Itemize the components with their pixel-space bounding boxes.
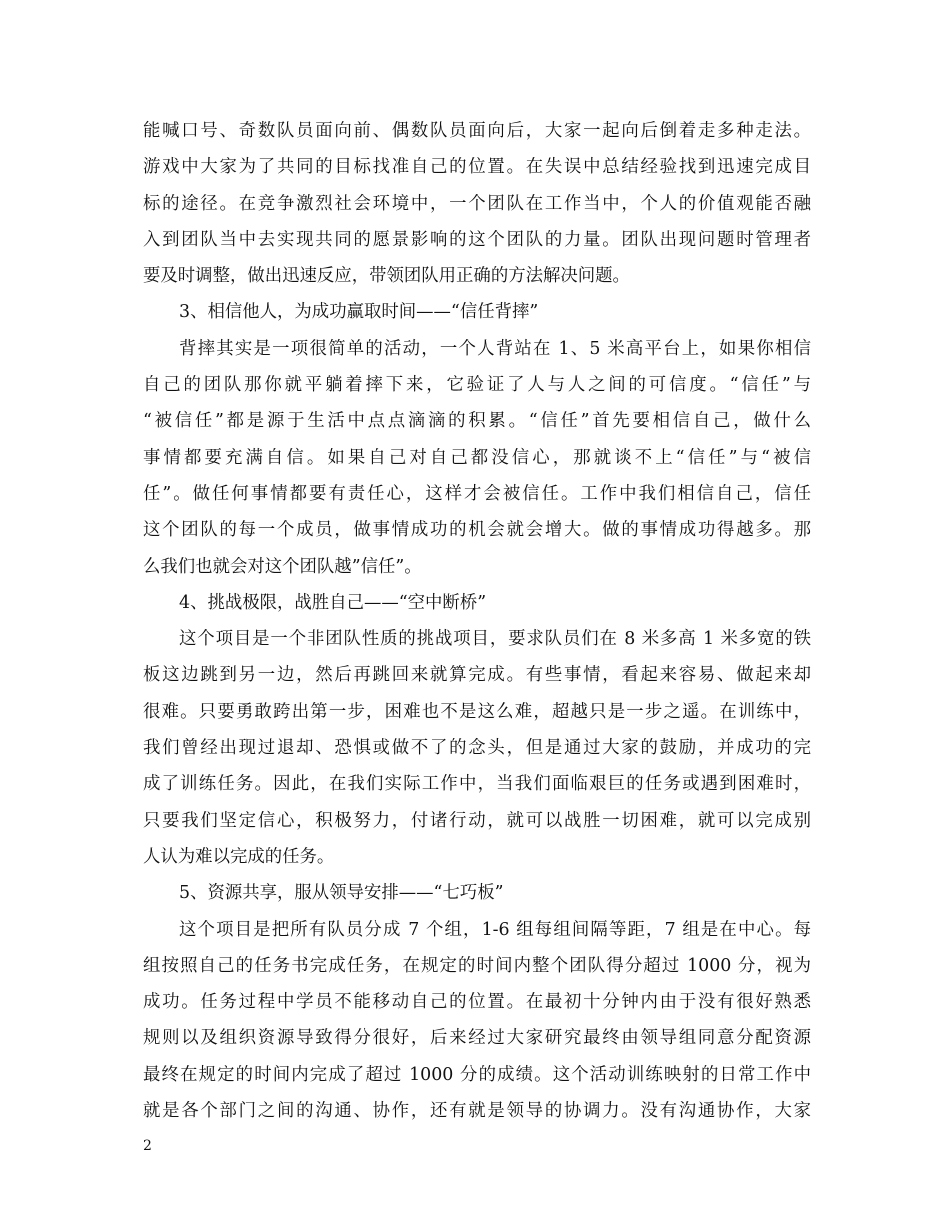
paragraph-line: 么我们也就会对这个团队越”信任”。	[143, 556, 422, 577]
paragraph-line: 成功。任务过程中学员不能移动自己的位置。在最初十分钟内由于没有很好熟悉	[143, 992, 811, 1013]
paragraph-line-indented: 3、相信他人，为成功赢取时间——“信任背摔”	[179, 302, 539, 323]
page-number: 2	[143, 1138, 152, 1154]
paragraph-line: 就是各个部门之间的沟通、协作，还有就是领导的协调力。没有沟通协作，大家	[143, 1101, 811, 1122]
paragraph-line-indented: 4、挑战极限，战胜自己——“空中断桥”	[179, 592, 487, 613]
paragraph-line: 这个团队的每一个成员，做事情成功的机会就会增大。做的事情成功得越多。那	[143, 520, 811, 541]
paragraph-line: 要及时调整，做出迅速反应，带领团队用正确的方法解决问题。	[143, 266, 630, 287]
paragraph-line-indented: 背摔其实是一项很简单的活动，一个人背站在 1、5 米高平台上，如果你相信	[179, 338, 811, 359]
paragraph-line: 任”。做任何事情都要有责任心，这样才会被信任。工作中我们相信自己，信任	[143, 483, 811, 504]
paragraph-line: 标的途径。在竞争激烈社会环境中，一个团队在工作当中，个人的价值观能否融	[143, 193, 811, 214]
paragraph-line-indented: 这个项目是把所有队员分成 7 个组，1-6 组每组间隔等距，7 组是在中心。每	[179, 919, 811, 940]
paragraph-line: 最终在规定的时间内完成了超过 1000 分的成绩。这个活动训练映射的日常工作中	[143, 1064, 811, 1085]
paragraph-line: 自己的团队那你就平躺着摔下来，它验证了人与人之间的可信度。“信任”与	[143, 375, 811, 396]
paragraph-line: 事情都要充满自信。如果自己对自己都没信心，那就谈不上“信任”与“被信	[143, 447, 811, 468]
paragraph-line: 我们曾经出现过退却、恐惧或做不了的念头，但是通过大家的鼓励，并成功的完	[143, 738, 811, 759]
paragraph-line: 人认为难以完成的任务。	[143, 846, 335, 867]
paragraph-line: 游戏中大家为了共同的目标找准自己的位置。在失误中总结经验找到迅速完成目	[143, 157, 811, 178]
paragraph-line-indented: 这个项目是一个非团队性质的挑战项目，要求队员们在 8 米多高 1 米多宽的铁	[179, 629, 811, 650]
paragraph-line-indented: 5、资源共享，服从领导安排——“七巧板”	[179, 883, 504, 904]
paragraph-line: 规则以及组织资源导致得分很好，后来经过大家研究最终由领导组同意分配资源	[143, 1028, 811, 1049]
paragraph-line: 入到团队当中去实现共同的愿景影响的这个团队的力量。团队出现问题时管理者	[143, 229, 811, 250]
paragraph-line: 只要我们坚定信心，积极努力，付诸行动，就可以战胜一切困难，就可以完成别	[143, 810, 811, 831]
paragraph-line: 成了训练任务。因此，在我们实际工作中，当我们面临艰巨的任务或遇到困难时，	[143, 774, 811, 795]
body-text	[143, 113, 811, 1129]
paragraph-line: 板这边跳到另一边，然后再跳回来就算完成。有些事情，看起来容易、做起来却	[143, 665, 811, 686]
paragraph-line: 很难。只要勇敢跨出第一步，困难也不是这么难，超越只是一步之遥。在训练中，	[143, 701, 811, 722]
paragraph-line: 组按照自己的任务书完成任务，在规定的时间内整个团队得分超过 1000 分，视为	[143, 955, 811, 976]
paragraph-line: 能喊口号、奇数队员面向前、偶数队员面向后，大家一起向后倒着走多种走法。	[143, 121, 811, 141]
paragraph-line: “被信任”都是源于生活中点点滴滴的积累。“信任”首先要相信自己，做什么	[143, 411, 811, 432]
